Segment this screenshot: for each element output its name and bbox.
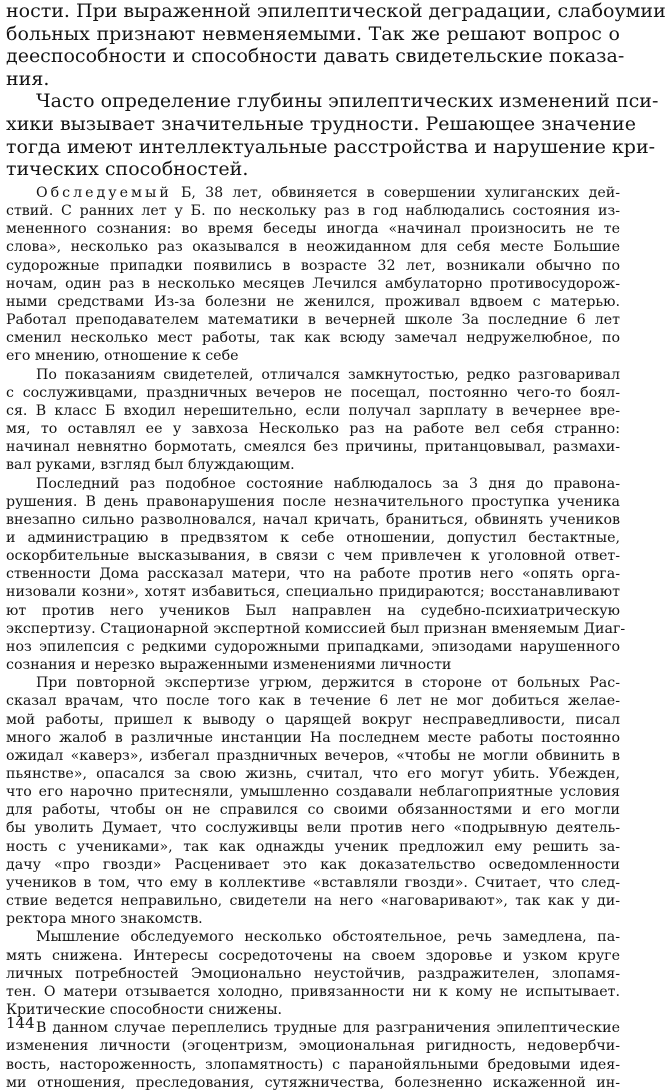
case-line: вал руками, взгляд был блуждающим. xyxy=(6,457,295,474)
case-line: что его нарочно притесняли, умышленно создавали неблагоприятные условия xyxy=(6,784,620,801)
case-line: внезапно сильно разволновался, начал кричать, браниться, обвинять учеников xyxy=(6,511,620,528)
case-line: личных потребностей Эмоционально неустойчив, раздражителен, злопамя- xyxy=(6,965,620,982)
case-line: бы уволить Думает, что сослуживцы вели против него «подрывную деятель- xyxy=(6,820,620,837)
case-line: оскорбительные высказывания, в связи с чем привлечен к уголовной ответ- xyxy=(6,548,620,565)
case-line: ственности Дома рассказал матери, что на работе против него «опять орга- xyxy=(6,566,620,583)
case-line: и администрацию в предвзятом к себе отношении, допустил бестактные, xyxy=(6,529,620,546)
case-line-first xyxy=(6,184,620,202)
intro-line: Часто определение глубины эпилептических изменений пси- xyxy=(36,90,659,113)
case-line: Мышление обследуемого несколько обстоятельное, речь замедлена, па- xyxy=(36,929,620,946)
case-line: сказал врачам, что после того как в течение 6 лет не мог добиться желае- xyxy=(6,693,620,710)
case-line: ноз эпилепсия с редкими судорожными припадками, эпизодами нарушенного xyxy=(6,638,620,655)
case-line: ствий. С ранних лет у Б. по нескольку раз в год наблюдались состояния из- xyxy=(6,203,620,220)
case-line: Последний раз подобное состояние наблюдалось за 3 дня до правона- xyxy=(36,475,620,492)
case-first-word: Обследуемый xyxy=(36,185,172,201)
intro-line: дееспособности и способности давать свидетельские показа- xyxy=(6,45,625,68)
case-line: ют против него учеников Был направлен на судебно-психиатрическую xyxy=(6,602,620,619)
intro-line: тических способностей. xyxy=(6,158,249,181)
intro-line: тогда имеют интеллектуальные расстройства и нарушение кри- xyxy=(6,135,656,158)
case-line: мять снижена. Интересы сосредоточены на своем здоровье и узком круге xyxy=(6,947,620,964)
case-line: его мнению, отношение к себе xyxy=(6,348,239,365)
case-line: начинал невнятно бормотать, смеялся без причины, пританцовывал, размахи- xyxy=(6,439,620,456)
case-line: тен. О матери отзывается холодно, привязанности ни к кому не испытывает. xyxy=(6,983,620,1000)
case-line: много жалоб в различные инстанции На последнем месте работы постоянно xyxy=(6,729,620,746)
case-line: судорожные припадки появились в возрасте 32 лет, возникали обычно по xyxy=(6,257,620,274)
case-line: для работы, чтобы он не справился со своими обязанностями и его могли xyxy=(6,802,620,819)
case-line: пьянстве», опасался за свою жизнь, считал, что его могут убить. Убежден, xyxy=(6,766,620,782)
case-line: ся. В класс Б входил нерешительно, если получал зарплату в вечернее вре- xyxy=(6,402,620,419)
case-line: экспертизу. Стационарной экспертной комиссией был признан вменяемым Диаг- xyxy=(6,620,626,637)
case-line: При повторной экспертизе угрюм, держится в стороне от больных Рас- xyxy=(36,675,620,692)
case-line: ми отношения, преследования, сутяжничества, болезненно искаженной ин- xyxy=(6,1074,620,1091)
case-line: Работал преподавателем математики в вечерней школе За последние 6 лет xyxy=(6,312,620,329)
case-line: По показаниям свидетелей, отличался замкнутостью, редко разговаривал xyxy=(36,366,620,383)
case-line: мененного сознания: во время беседы иногда «начинал произносить не те xyxy=(6,221,620,238)
case-line: ректора много знакомств. xyxy=(6,911,203,928)
intro-line: больных признают невменяемыми. Так же решают вопрос о xyxy=(6,22,620,45)
case-line: сознания и нерезко выраженными изменениями личности xyxy=(6,657,452,674)
case-line: мя, то оставлял ее у завхоза Несколько раз на работе вел себя странно: xyxy=(6,421,620,438)
case-line: ность с учениками», так как однажды ученик предложил ему решить за- xyxy=(6,838,620,855)
intro-text-block xyxy=(6,0,666,181)
case-line: В данном случае переплелись трудные для разграничения эпилептические xyxy=(36,1020,620,1037)
case-line: Критические способности снижены. xyxy=(6,1002,283,1019)
case-line: низовали козни», хотят избавиться, специально придираются; восстанавливают xyxy=(6,584,620,601)
case-line: слова», несколько раз оказывался в неожиданном для себя месте Большие xyxy=(6,239,620,256)
case-line: ночам, один раз в несколько месяцев Лечился амбулаторно противосудорож- xyxy=(6,275,620,292)
page-number: 144 xyxy=(6,1014,35,1032)
case-study-block xyxy=(6,184,626,1092)
intro-line: ности. При выраженной эпилептической деградации, слабоумии xyxy=(6,0,666,22)
intro-line: хики вызывает значительные трудности. Решающее значение xyxy=(6,112,636,135)
case-line: вость, настороженность, злопамятность) с паранойяльными бредовыми идея- xyxy=(6,1056,620,1073)
case-line: рушения. В день правонарушения после незначительного проступка ученика xyxy=(6,493,620,510)
case-line: мой работы, пришел к выводу о царящей вокруг несправедливости, писал xyxy=(6,711,620,728)
case-line-rest: Б, 38 лет, обвиняется в совершении хулиганских дей- xyxy=(171,185,620,201)
case-line: учеников в том, что ему в коллективе «вставляли гвозди». Считает, что след- xyxy=(6,874,620,891)
case-line: с сослуживцами, праздничных вечеров не посещал, постоянно чего-то боял- xyxy=(6,384,620,401)
case-line: сменил несколько мест работы, так как всюду замечал недружелюбное, по xyxy=(6,330,620,347)
case-line: ствие ведется неправильно, свидетели на него «наговаривают», так как у ди- xyxy=(6,893,620,910)
intro-line: ния. xyxy=(6,67,50,90)
case-line: ожидал «каверз», избегал праздничных вечеров, «чтобы не могли обвинить в xyxy=(6,747,620,764)
case-line: дачу «про гвозди» Расценивает это как доказательство осведомленности xyxy=(6,856,620,873)
case-line: изменения личности (эгоцентризм, эмоциональная ригидность, недовербчи- xyxy=(6,1038,620,1055)
case-line: ными средствами Из-за болезни не женился, проживал вдвоем с матерью. xyxy=(6,293,620,310)
